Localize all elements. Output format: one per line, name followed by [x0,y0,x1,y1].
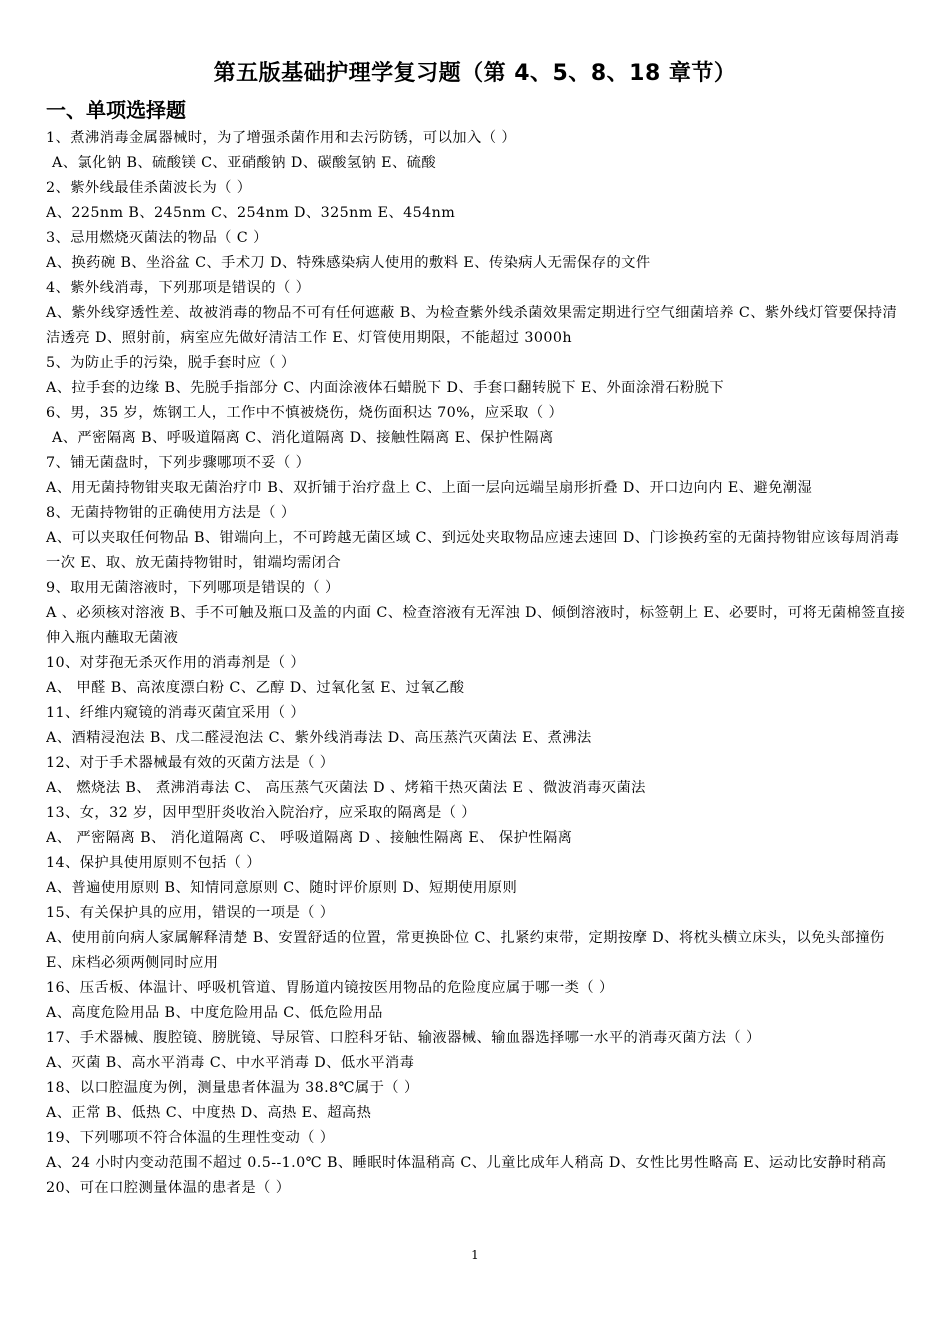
answer-options: A、紫外线穿透性差、故被消毒的物品不可有任何遮蔽 B、为检查紫外线杀菌效果需定期进行空气细菌培养 C、紫外线灯管要保持清洁透亮 D、照射前，病室应先做好清洁工作 E、灯管使用期限，不能超过 3000h [46,305,898,346]
answer-options: A、严密隔离 B、呼吸道隔离 C、消化道隔离 D、接触性隔离 E、保护性隔离 [52,430,554,446]
question-text: 17、手术器械、腹腔镜、膀胱镜、导尿管、口腔科牙钻、输液器械、输血器选择哪一水平的消毒灭菌方法（ ） [46,1030,761,1046]
answer-options: A、正常 B、低热 C、中度热 D、高热 E、超高热 [46,1105,372,1121]
question-text: 2、紫外线最佳杀菌波长为（ ） [46,180,252,196]
answer-options: A 、必须核对溶液 B、手不可触及瓶口及盖的内面 C、检查溶液有无浑浊 D、倾倒溶液时，标签朝上 E、必要时，可将无菌棉签直接伸入瓶内蘸取无菌液 [46,605,906,646]
answer-options: A、高度危险用品 B、中度危险用品 C、低危险用品 [46,1005,383,1021]
answer-options: A、24 小时内变动范围不超过 0.5--1.0℃ B、睡眠时体温稍高 C、儿童比成年人稍高 D、女性比男性略高 E、运动比安静时稍高 [46,1155,887,1171]
question-list [46,126,908,1201]
answer-options: A、 甲醛 B、高浓度漂白粉 C、乙醇 D、过氧化氢 E、过氧乙酸 [46,680,465,696]
answer-options: A、 严密隔离 B、 消化道隔离 C、 呼吸道隔离 D 、接触性隔离 E、 保护性隔离 [46,830,573,846]
question-text: 10、对芽孢无杀灭作用的消毒剂是（ ） [46,655,306,671]
section-heading: 一、单项选择题 [46,98,186,122]
question-text: 6、男，35 岁，炼钢工人，工作中不慎被烧伤，烧伤面积达 70%，应采取（ ） [46,405,564,421]
answer-options: A、用无菌持物钳夹取无菌治疗巾 B、双折铺于治疗盘上 C、上面一层向远端呈扇形折叠 D、开口边向内 E、避免潮湿 [46,480,813,496]
question-text: 7、铺无菌盘时，下列步骤哪项不妥（ ） [46,455,311,471]
question-text: 4、紫外线消毒，下列那项是错误的（ ） [46,280,311,296]
question-text: 8、无菌持物钳的正确使用方法是（ ） [46,505,296,521]
page-number: 1 [471,1248,479,1262]
question-text: 14、保护具使用原则不包括（ ） [46,855,261,871]
question-text: 13、女，32 岁，因甲型肝炎收治入院治疗，应采取的隔离是（ ） [46,805,476,821]
question-text: 9、取用无菌溶液时，下列哪项是错误的（ ） [46,580,340,596]
answer-options: A、使用前向病人家属解释清楚 B、安置舒适的位置，常更换卧位 C、扎紧约束带，定期按摩 D、将枕头横立床头，以免头部撞伤 E、床档必须两侧同时应用 [46,930,885,971]
answer-options: A、氯化钠 B、硫酸镁 C、亚硝酸钠 D、碳酸氢钠 E、硫酸 [52,155,437,171]
answer-options: A、225nm B、245nm C、254nm D、325nm E、454nm [46,205,456,221]
page-title: 第五版基础护理学复习题（第 4、5、8、18 章节） [213,61,737,86]
question-text: 16、压舌板、体温计、呼吸机管道、胃肠道内镜按医用物品的危险度应属于哪一类（ ） [46,980,614,996]
answer-options: A、拉手套的边缘 B、先脱手指部分 C、内面涂液体石蜡脱下 D、手套口翻转脱下 E、外面涂滑石粉脱下 [46,380,725,396]
question-text: 1、煮沸消毒金属器械时，为了增强杀菌作用和去污防锈，可以加入（ ） [46,130,517,146]
question-text: 20、可在口腔测量体温的患者是（ ） [46,1180,291,1196]
answer-options: A、换药碗 B、坐浴盆 C、手术刀 D、特殊感染病人使用的敷料 E、传染病人无需保存的文件 [46,255,651,271]
answer-options: A、 燃烧法 B、 煮沸消毒法 C、 高压蒸气灭菌法 D 、烤箱干热灭菌法 E 、微波消毒灭菌法 [46,780,646,796]
answer-options: A、可以夹取任何物品 B、钳端向上，不可跨越无菌区域 C、到远处夹取物品应速去速回 D、门诊换药室的无菌持物钳应该每周消毒一次 E、取、放无菌持物钳时，钳端均需闭合 [46,530,900,571]
answer-options: A、灭菌 B、高水平消毒 C、中水平消毒 D、低水平消毒 [46,1055,415,1071]
question-text: 18、以口腔温度为例，测量患者体温为 38.8℃属于（ ） [46,1080,419,1096]
question-text: 12、对于手术器械最有效的灭菌方法是（ ） [46,755,335,771]
question-text: 11、纤维内窥镜的消毒灭菌宜采用（ ） [46,705,306,721]
question-text: 15、有关保护具的应用，错误的一项是（ ） [46,905,335,921]
question-text: 3、忌用燃烧灭菌法的物品（ C ） [46,230,268,246]
answer-options: A、酒精浸泡法 B、戊二醛浸泡法 C、紫外线消毒法 D、高压蒸汽灭菌法 E、煮沸法 [46,730,592,746]
question-text: 5、为防止手的污染，脱手套时应（ ） [46,355,296,371]
answer-options: A、普遍使用原则 B、知情同意原则 C、随时评价原则 D、短期使用原则 [46,880,518,896]
question-text: 19、下列哪项不符合体温的生理性变动（ ） [46,1130,335,1146]
